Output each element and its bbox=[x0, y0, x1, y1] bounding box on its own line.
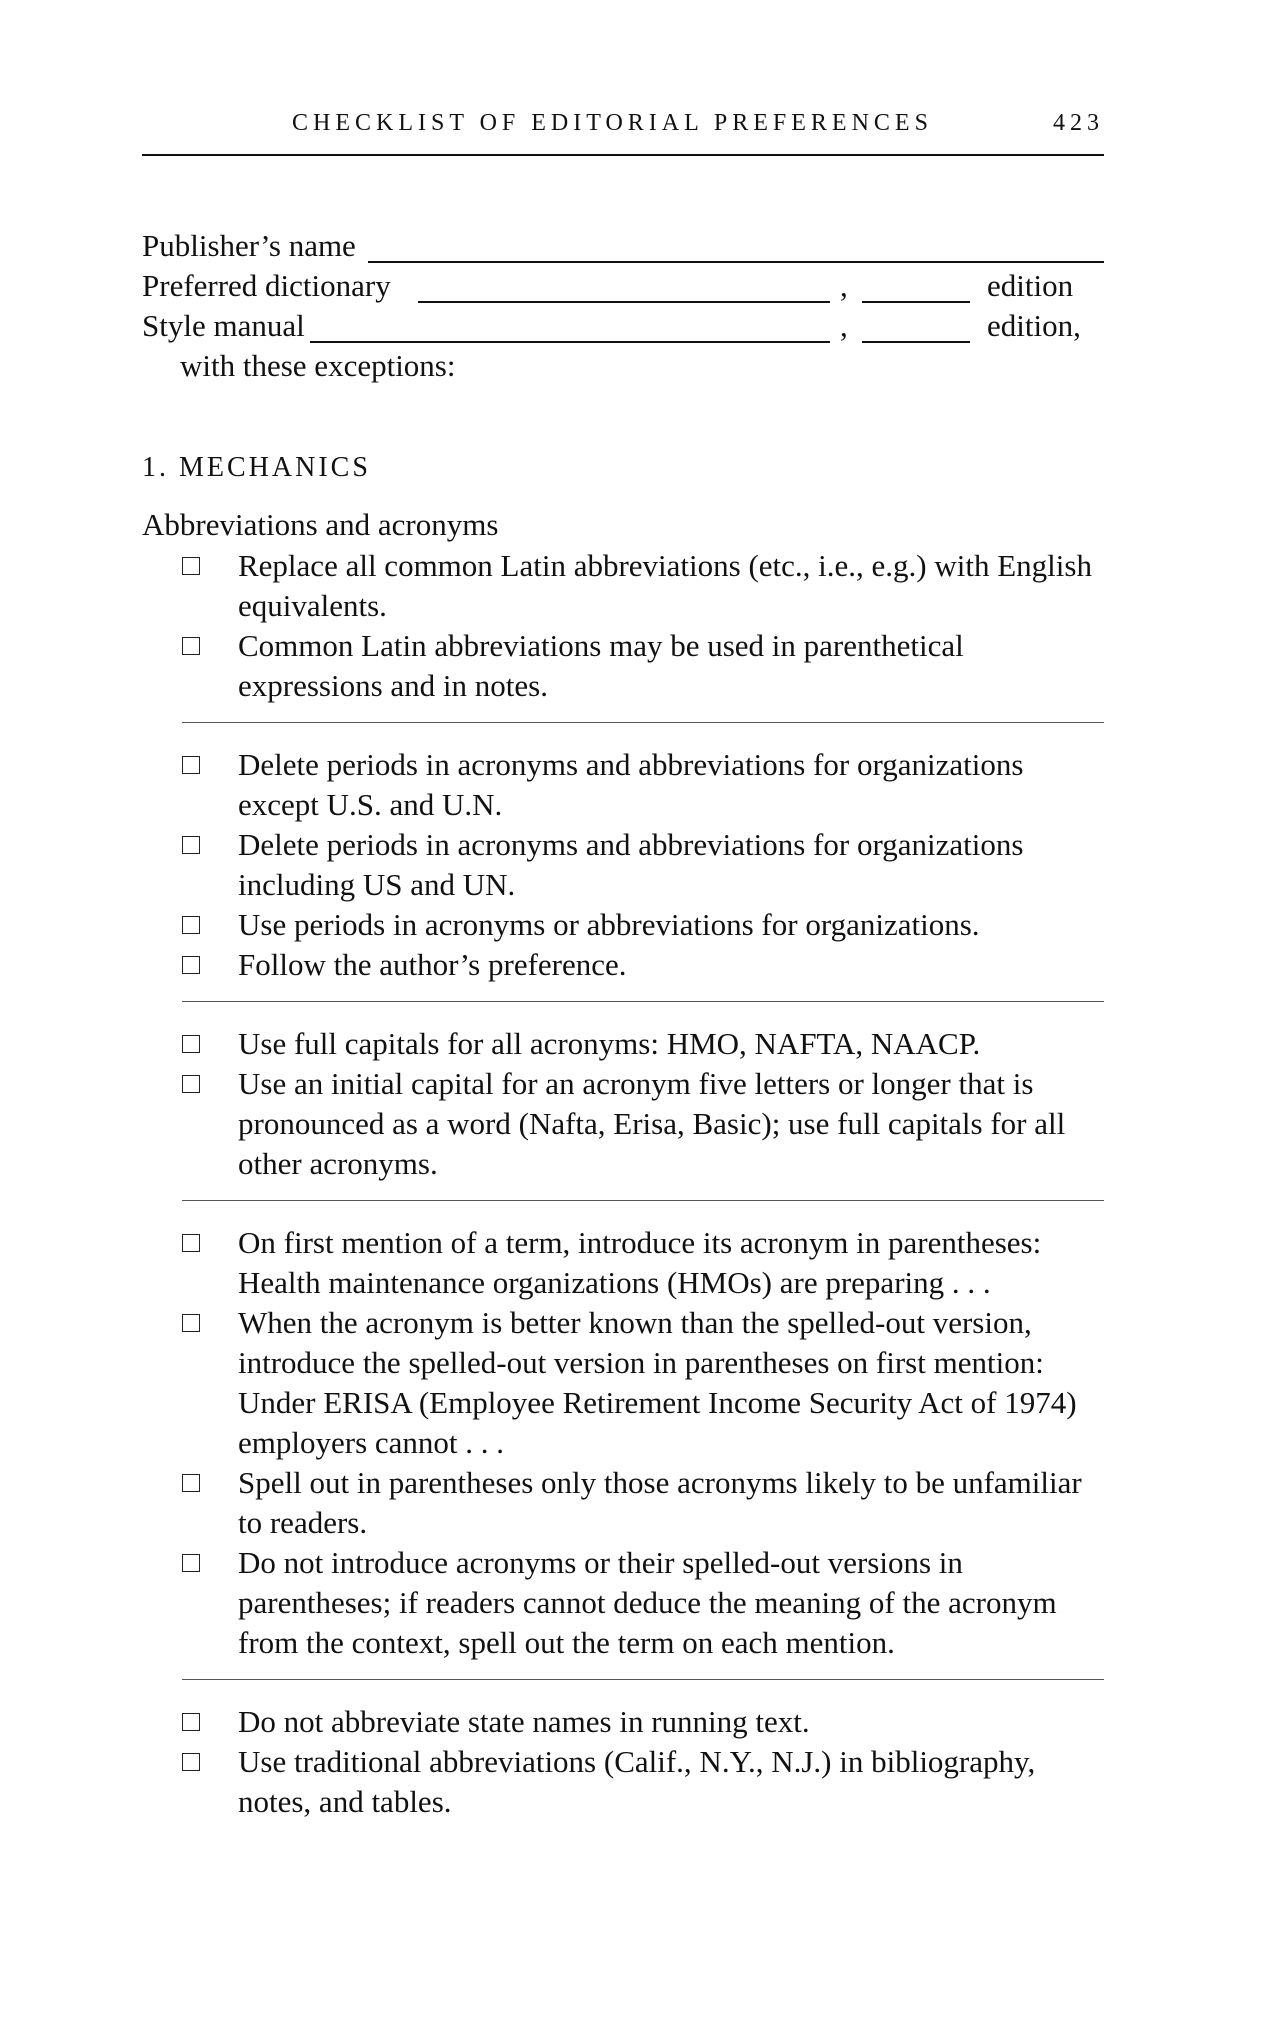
checklist-group bbox=[142, 546, 1104, 706]
checkbox-icon[interactable] bbox=[182, 916, 200, 934]
checkbox-icon[interactable] bbox=[182, 637, 200, 655]
checkbox-icon[interactable] bbox=[182, 836, 200, 854]
checklist-item bbox=[142, 1303, 1104, 1463]
group-divider bbox=[182, 1001, 1104, 1002]
checklist-item bbox=[142, 1223, 1104, 1303]
preferred-dictionary-label: Preferred dictionary bbox=[142, 268, 391, 303]
style-manual-label: Style manual bbox=[142, 308, 305, 343]
checklist-group bbox=[142, 745, 1104, 985]
checklist-item bbox=[142, 626, 1104, 706]
checklist-item-text: Do not introduce acronyms or their spelled-out versions in parentheses; if readers cannot deduce the meaning of the acronym from the context, spell out the term on each mention. bbox=[238, 1545, 1057, 1660]
running-title: CHECKLIST OF EDITORIAL PREFERENCES bbox=[292, 110, 933, 136]
checklist-item bbox=[142, 1463, 1104, 1543]
checklist bbox=[142, 546, 1104, 1822]
checkbox-icon[interactable] bbox=[182, 1713, 200, 1731]
checklist-item-text: Use traditional abbreviations (Calif., N.Y., N.J.) in bibliography, notes, and tables. bbox=[238, 1744, 1036, 1819]
checklist-item bbox=[142, 905, 1104, 945]
checklist-item bbox=[142, 1543, 1104, 1663]
edition-label: edition bbox=[987, 268, 1074, 303]
style-manual-edition-blank[interactable] bbox=[862, 341, 970, 343]
edition-label: edition, bbox=[987, 308, 1081, 343]
checkbox-icon[interactable] bbox=[182, 1075, 200, 1093]
checklist-item-text: When the acronym is better known than the spelled-out version, introduce the spelled-out version in parentheses on first mention: Under ERISA (Employee Retirement Income Security Act of 1974) employers cannot . . . bbox=[238, 1305, 1077, 1460]
checklist-item-text: Do not abbreviate state names in running text. bbox=[238, 1704, 810, 1739]
section-heading: 1. MECHANICS bbox=[142, 452, 371, 483]
checkbox-icon[interactable] bbox=[182, 956, 200, 974]
checkbox-icon[interactable] bbox=[182, 557, 200, 575]
running-head bbox=[142, 108, 1104, 156]
comma: , bbox=[840, 308, 848, 343]
checklist-item bbox=[142, 1024, 1104, 1064]
checklist-item-text: Use full capitals for all acronyms: HMO, NAFTA, NAACP. bbox=[238, 1026, 981, 1061]
checklist-group bbox=[142, 1702, 1104, 1822]
checklist-item-text: Delete periods in acronyms and abbreviations for organizations including US and UN. bbox=[238, 827, 1024, 902]
checklist-item bbox=[142, 745, 1104, 825]
group-divider bbox=[182, 1200, 1104, 1201]
checkbox-icon[interactable] bbox=[182, 1474, 200, 1492]
checklist-item-text: Follow the author’s preference. bbox=[238, 947, 627, 982]
checklist-item-text: Common Latin abbreviations may be used in parenthetical expressions and in notes. bbox=[238, 628, 964, 703]
checklist-group bbox=[142, 1223, 1104, 1663]
checklist-item bbox=[142, 1742, 1104, 1822]
checkbox-icon[interactable] bbox=[182, 1753, 200, 1771]
checklist-item bbox=[142, 1064, 1104, 1184]
checklist-item-text: Spell out in parentheses only those acronyms likely to be unfamiliar to readers. bbox=[238, 1465, 1082, 1540]
checkbox-icon[interactable] bbox=[182, 1554, 200, 1572]
comma: , bbox=[840, 268, 848, 303]
checkbox-icon[interactable] bbox=[182, 1234, 200, 1252]
checkbox-icon[interactable] bbox=[182, 1314, 200, 1332]
exceptions-label: with these exceptions: bbox=[180, 348, 456, 383]
checklist-item bbox=[142, 945, 1104, 985]
checklist-item bbox=[142, 546, 1104, 626]
publisher-name-label: Publisher’s name bbox=[142, 228, 356, 263]
checklist-item bbox=[142, 825, 1104, 905]
checklist-item-text: Use an initial capital for an acronym five letters or longer that is pronounced as a word (Nafta, Erisa, Basic); use full capitals for all other acronyms. bbox=[238, 1066, 1066, 1181]
checklist-group bbox=[142, 1024, 1104, 1184]
checklist-item bbox=[142, 1702, 1104, 1742]
dictionary-edition-blank[interactable] bbox=[862, 301, 970, 303]
group-divider bbox=[182, 1679, 1104, 1680]
publisher-name-blank[interactable] bbox=[368, 261, 1104, 263]
subsection-heading: Abbreviations and acronyms bbox=[142, 507, 499, 542]
page-number: 423 bbox=[1053, 110, 1104, 136]
checklist-item-text: Use periods in acronyms or abbreviations for organizations. bbox=[238, 907, 980, 942]
checklist-item-text: On first mention of a term, introduce its acronym in parentheses: Health maintenance organizations (HMOs) are preparing . . . bbox=[238, 1225, 1042, 1300]
checklist-item-text: Replace all common Latin abbreviations (etc., i.e., e.g.) with English equivalents. bbox=[238, 548, 1092, 623]
dictionary-title-blank[interactable] bbox=[418, 301, 830, 303]
checkbox-icon[interactable] bbox=[182, 756, 200, 774]
checklist-item-text: Delete periods in acronyms and abbreviations for organizations except U.S. and U.N. bbox=[238, 747, 1024, 822]
style-manual-blank[interactable] bbox=[310, 341, 830, 343]
group-divider bbox=[182, 722, 1104, 723]
checkbox-icon[interactable] bbox=[182, 1035, 200, 1053]
